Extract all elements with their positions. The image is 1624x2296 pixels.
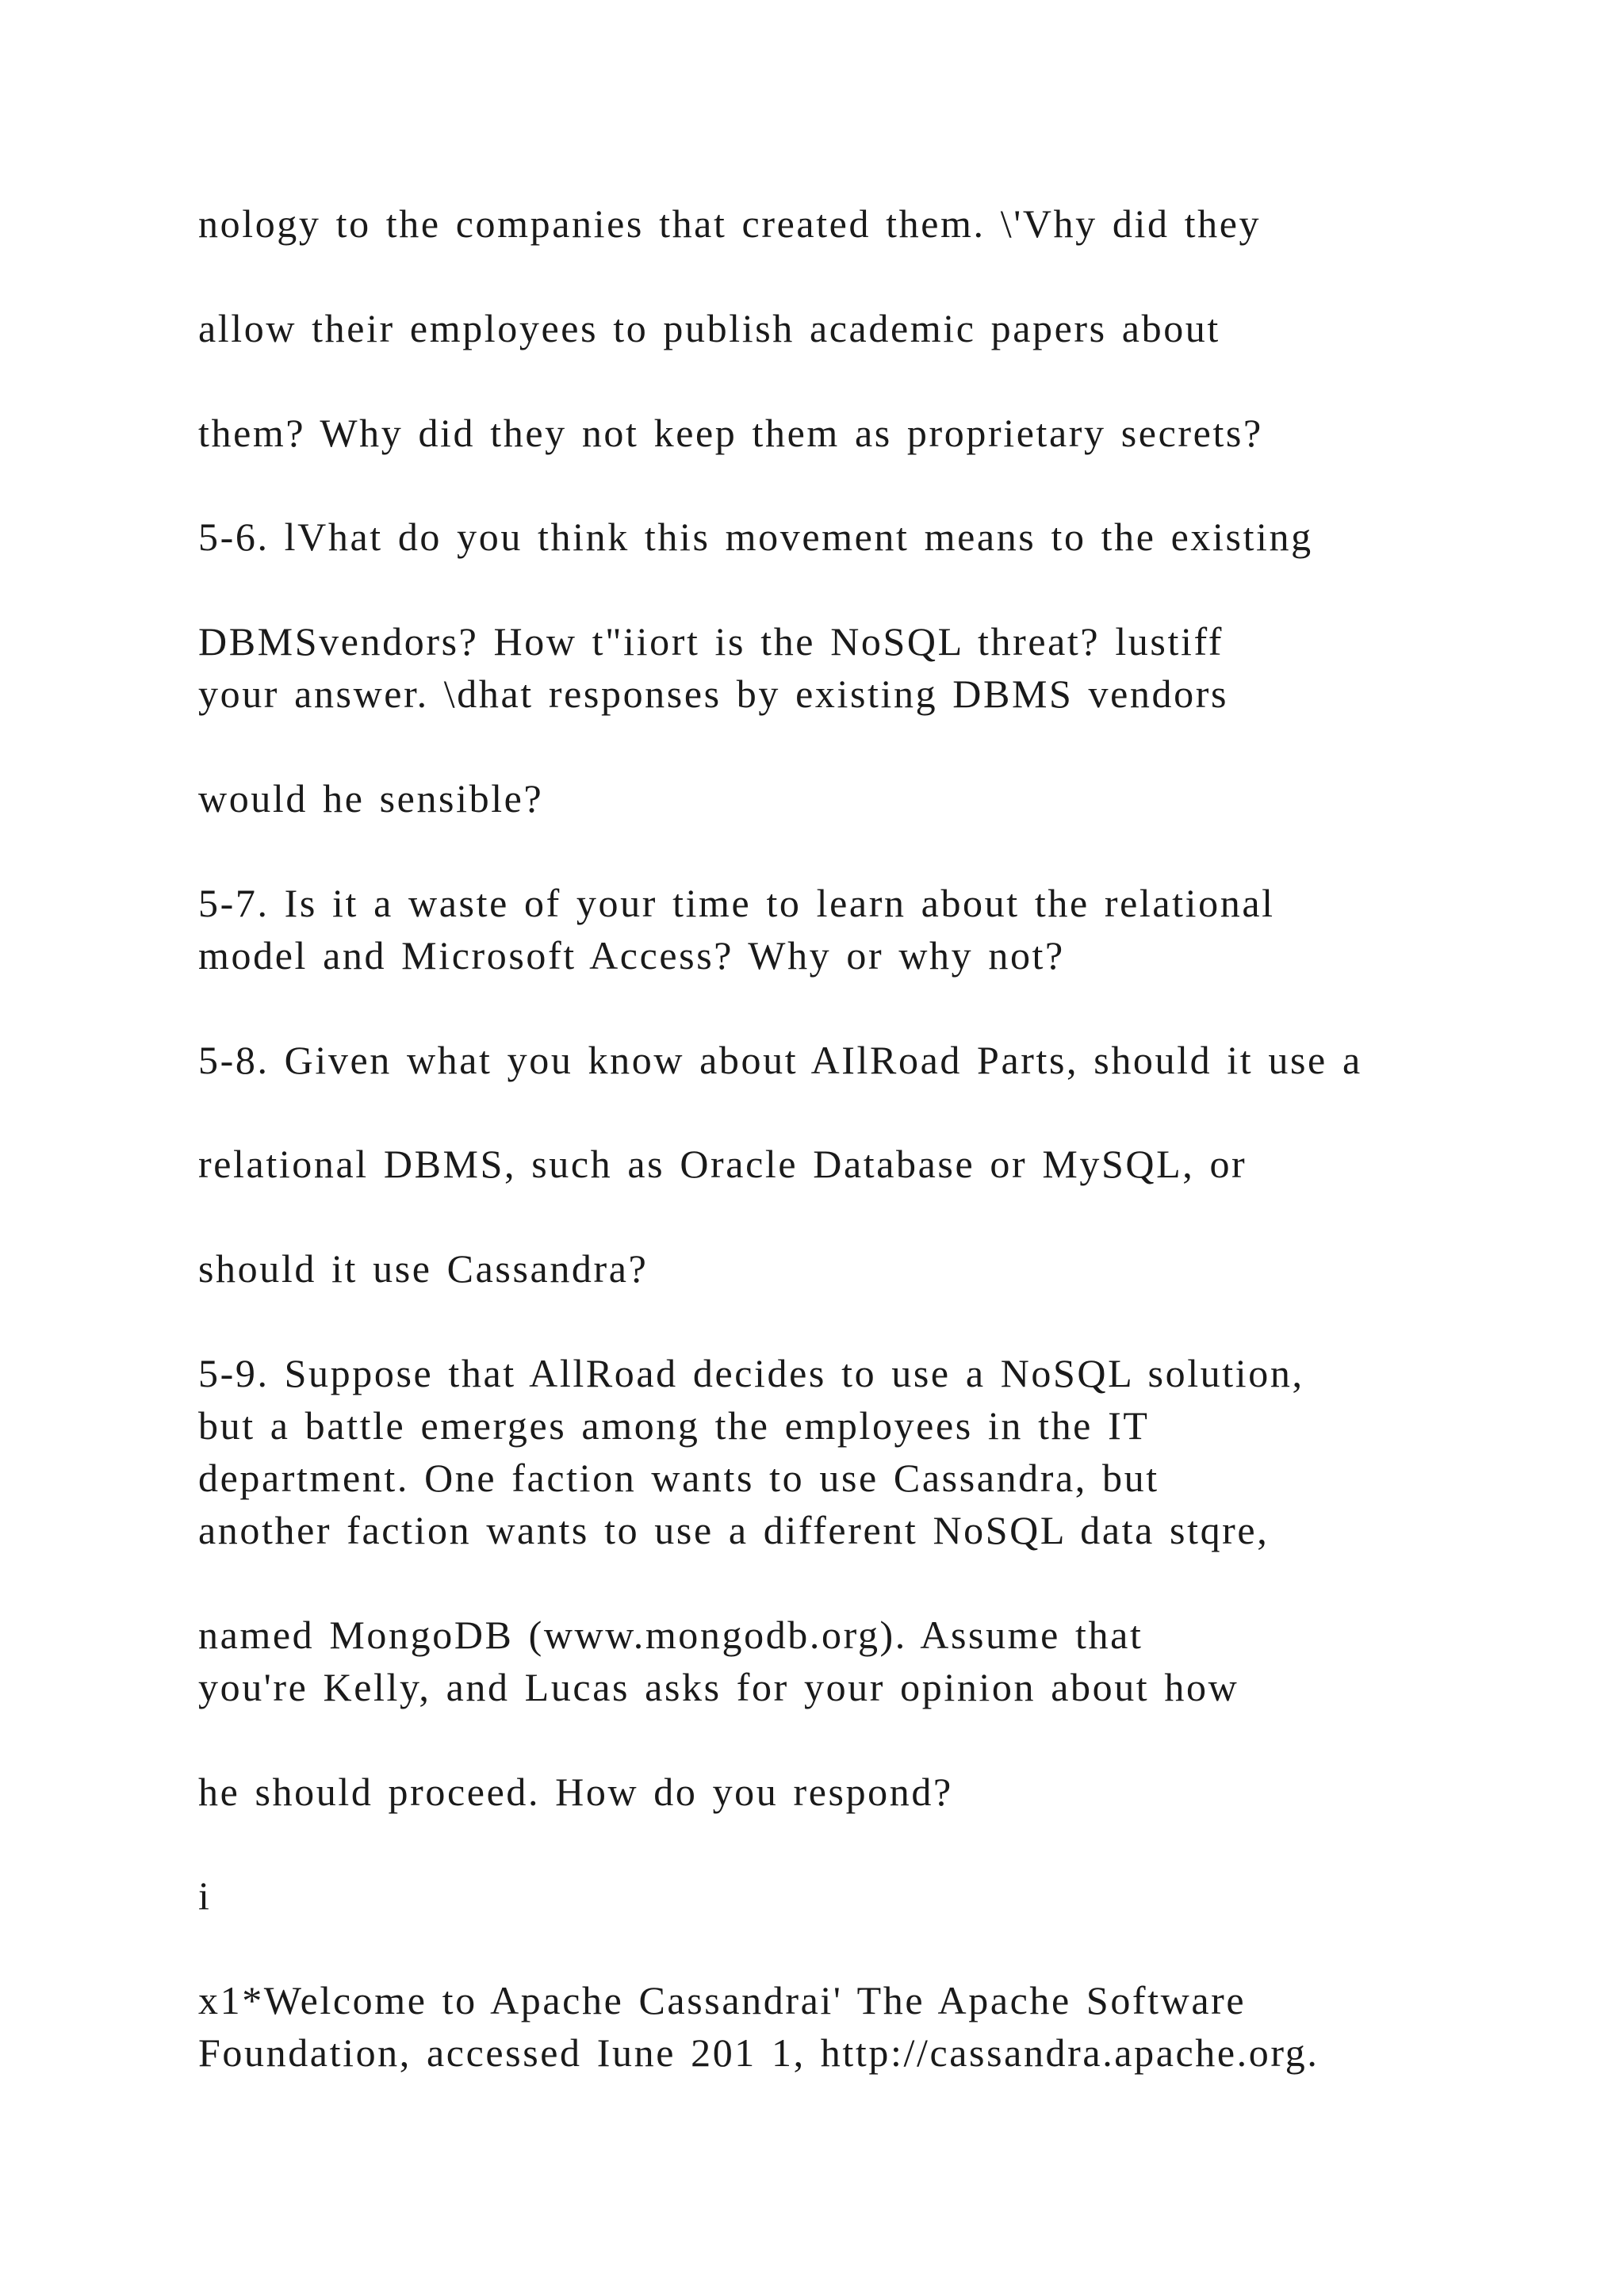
text-line: allow their employees to publish academic papers about [198,306,1220,350]
text-line: nology to the companies that created them. \'Vhy did they [198,201,1262,246]
text-line: but a battle emerges among the employees in the IT [198,1403,1150,1448]
text-line: would he sensible? [198,776,544,821]
text-line: i [198,1873,212,1918]
text-line: DBMSvendors? How t"iiort is the NoSQL threat? lustiff [198,619,1224,664]
text-line: should it use Cassandra? [198,1246,649,1291]
text-line: them? Why did they not keep them as proprietary secrets? [198,411,1263,455]
text-line: another faction wants to use a different NoSQL data stqre, [198,1508,1270,1552]
text-line: model and Microsoft Access? Why or why not? [198,933,1065,978]
text-line: he should proceed. How do you respond? [198,1770,953,1814]
text-line: named MongoDB (www.mongodb.org). Assume that [198,1613,1143,1657]
text-line: 5-8. Given what you know about AIlRoad Parts, should it use a [198,1038,1362,1082]
text-line: 5-9. Suppose that AllRoad decides to use a NoSQL solution, [198,1351,1304,1395]
text-line: 5-7. Is it a waste of your time to learn about the relational [198,881,1275,925]
text-line: your answer. \dhat responses by existing DBMS vendors [198,672,1229,716]
footnote-line: x1*Welcome to Apache Cassandrai' The Apache Software [198,1978,1247,2022]
text-line: you're Kelly, and Lucas asks for your opinion about how [198,1665,1239,1709]
text-line: relational DBMS, such as Oracle Database or MySQL, or [198,1142,1247,1186]
text-line: department. One faction wants to use Cassandra, but [198,1456,1159,1500]
footnote-line: Foundation, accessed Iune 201 1, http://cassandra.apache.org. [198,2030,1320,2075]
text-line: 5-6. lVhat do you think this movement means to the existing [198,515,1313,559]
